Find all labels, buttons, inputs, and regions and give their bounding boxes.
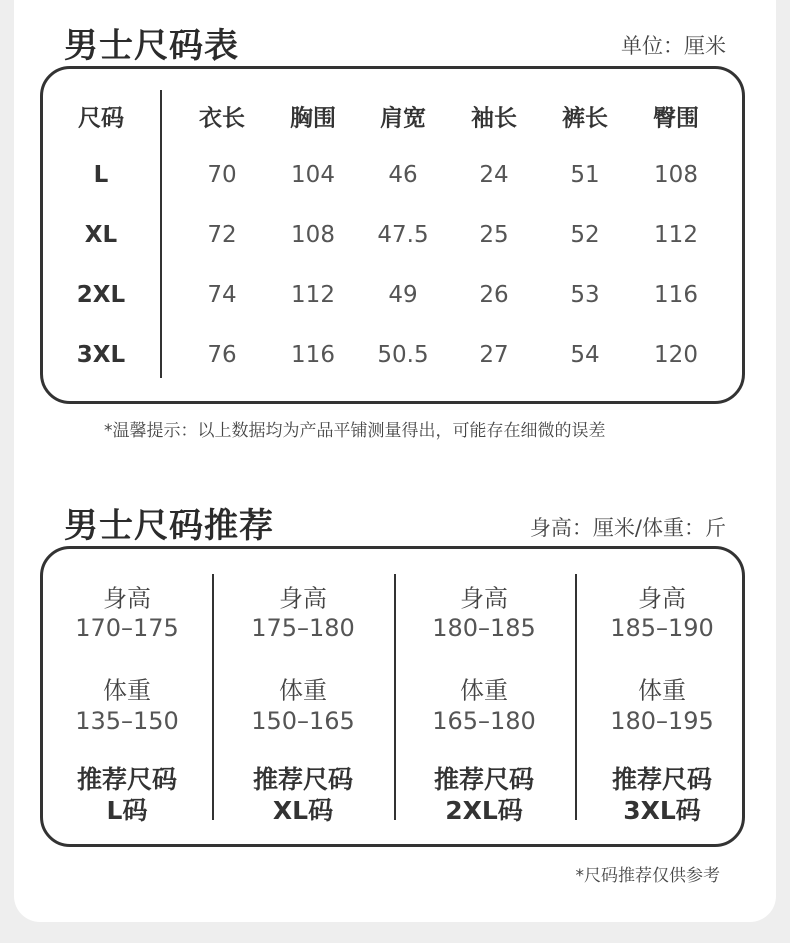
table-cell: 25 (479, 222, 509, 248)
table-cell: 24 (479, 162, 509, 188)
table-cell: 47.5 (377, 222, 429, 248)
table-cell: 116 (291, 342, 335, 368)
recommend-label: 推荐尺码 (611, 765, 713, 794)
weight-range: 135–150 (75, 707, 179, 735)
recommend-label: 推荐尺码 (76, 765, 178, 794)
table-cell: 50.5 (377, 342, 429, 368)
table-cell: 76 (207, 342, 237, 368)
table-cell: 27 (479, 342, 509, 368)
table-cell: 52 (570, 222, 600, 248)
table-cell-size: XL (84, 222, 118, 248)
weight-label: 体重 (279, 676, 327, 705)
size-table-note: *温馨提示：以上数据均为产品平铺测量得出，可能存在细微的误差 (104, 421, 606, 441)
height-label: 身高 (638, 584, 686, 613)
column-divider (212, 574, 214, 820)
header-shoulder: 肩宽 (380, 105, 426, 132)
table-cell-size: 2XL (76, 282, 126, 308)
table-cell: 112 (291, 282, 335, 308)
table-cell: 108 (291, 222, 335, 248)
table-cell: 72 (207, 222, 237, 248)
header-chest: 胸围 (290, 105, 336, 132)
size-column-divider (160, 90, 162, 378)
table-cell: 116 (654, 282, 698, 308)
table-cell: 26 (479, 282, 509, 308)
table-cell-size: L (93, 162, 109, 188)
height-range: 185–190 (610, 614, 714, 642)
table-cell: 112 (654, 222, 698, 248)
weight-range: 150–165 (251, 707, 355, 735)
table-cell: 49 (388, 282, 418, 308)
size-table-unit: 单位：厘米 (621, 34, 726, 58)
column-divider (394, 574, 396, 820)
weight-label: 体重 (103, 676, 151, 705)
weight-label: 体重 (638, 676, 686, 705)
recommend-size: XL码 (272, 796, 334, 825)
table-cell: 54 (570, 342, 600, 368)
table-cell: 120 (654, 342, 698, 368)
recommend-unit: 身高：厘米/体重：斤 (529, 516, 726, 540)
height-label: 身高 (103, 584, 151, 613)
header-sleeve: 袖长 (471, 105, 517, 132)
height-label: 身高 (279, 584, 327, 613)
header-length: 衣长 (199, 105, 245, 132)
weight-range: 180–195 (610, 707, 714, 735)
header-hip: 臀围 (653, 105, 699, 132)
header-pants-length: 裤长 (562, 105, 608, 132)
table-cell: 46 (388, 162, 418, 188)
table-cell: 70 (207, 162, 237, 188)
recommend-size: 3XL码 (623, 796, 701, 825)
height-range: 175–180 (251, 614, 355, 642)
weight-range: 165–180 (432, 707, 536, 735)
table-cell: 108 (654, 162, 698, 188)
weight-label: 体重 (460, 676, 508, 705)
height-range: 170–175 (75, 614, 179, 642)
height-label: 身高 (460, 584, 508, 613)
recommend-label: 推荐尺码 (252, 765, 354, 794)
recommend-note: *尺码推荐仅供参考 (575, 866, 720, 886)
table-cell: 74 (207, 282, 237, 308)
table-cell: 53 (570, 282, 600, 308)
table-cell-size: 3XL (76, 342, 126, 368)
column-divider (575, 574, 577, 820)
recommend-size: L码 (106, 796, 148, 825)
size-table-title: 男士尺码表 (64, 26, 239, 66)
recommend-size: 2XL码 (445, 796, 523, 825)
table-cell: 104 (291, 162, 335, 188)
recommend-label: 推荐尺码 (433, 765, 535, 794)
table-cell: 51 (570, 162, 600, 188)
height-range: 180–185 (432, 614, 536, 642)
recommend-title: 男士尺码推荐 (64, 506, 274, 546)
header-size: 尺码 (78, 105, 124, 132)
